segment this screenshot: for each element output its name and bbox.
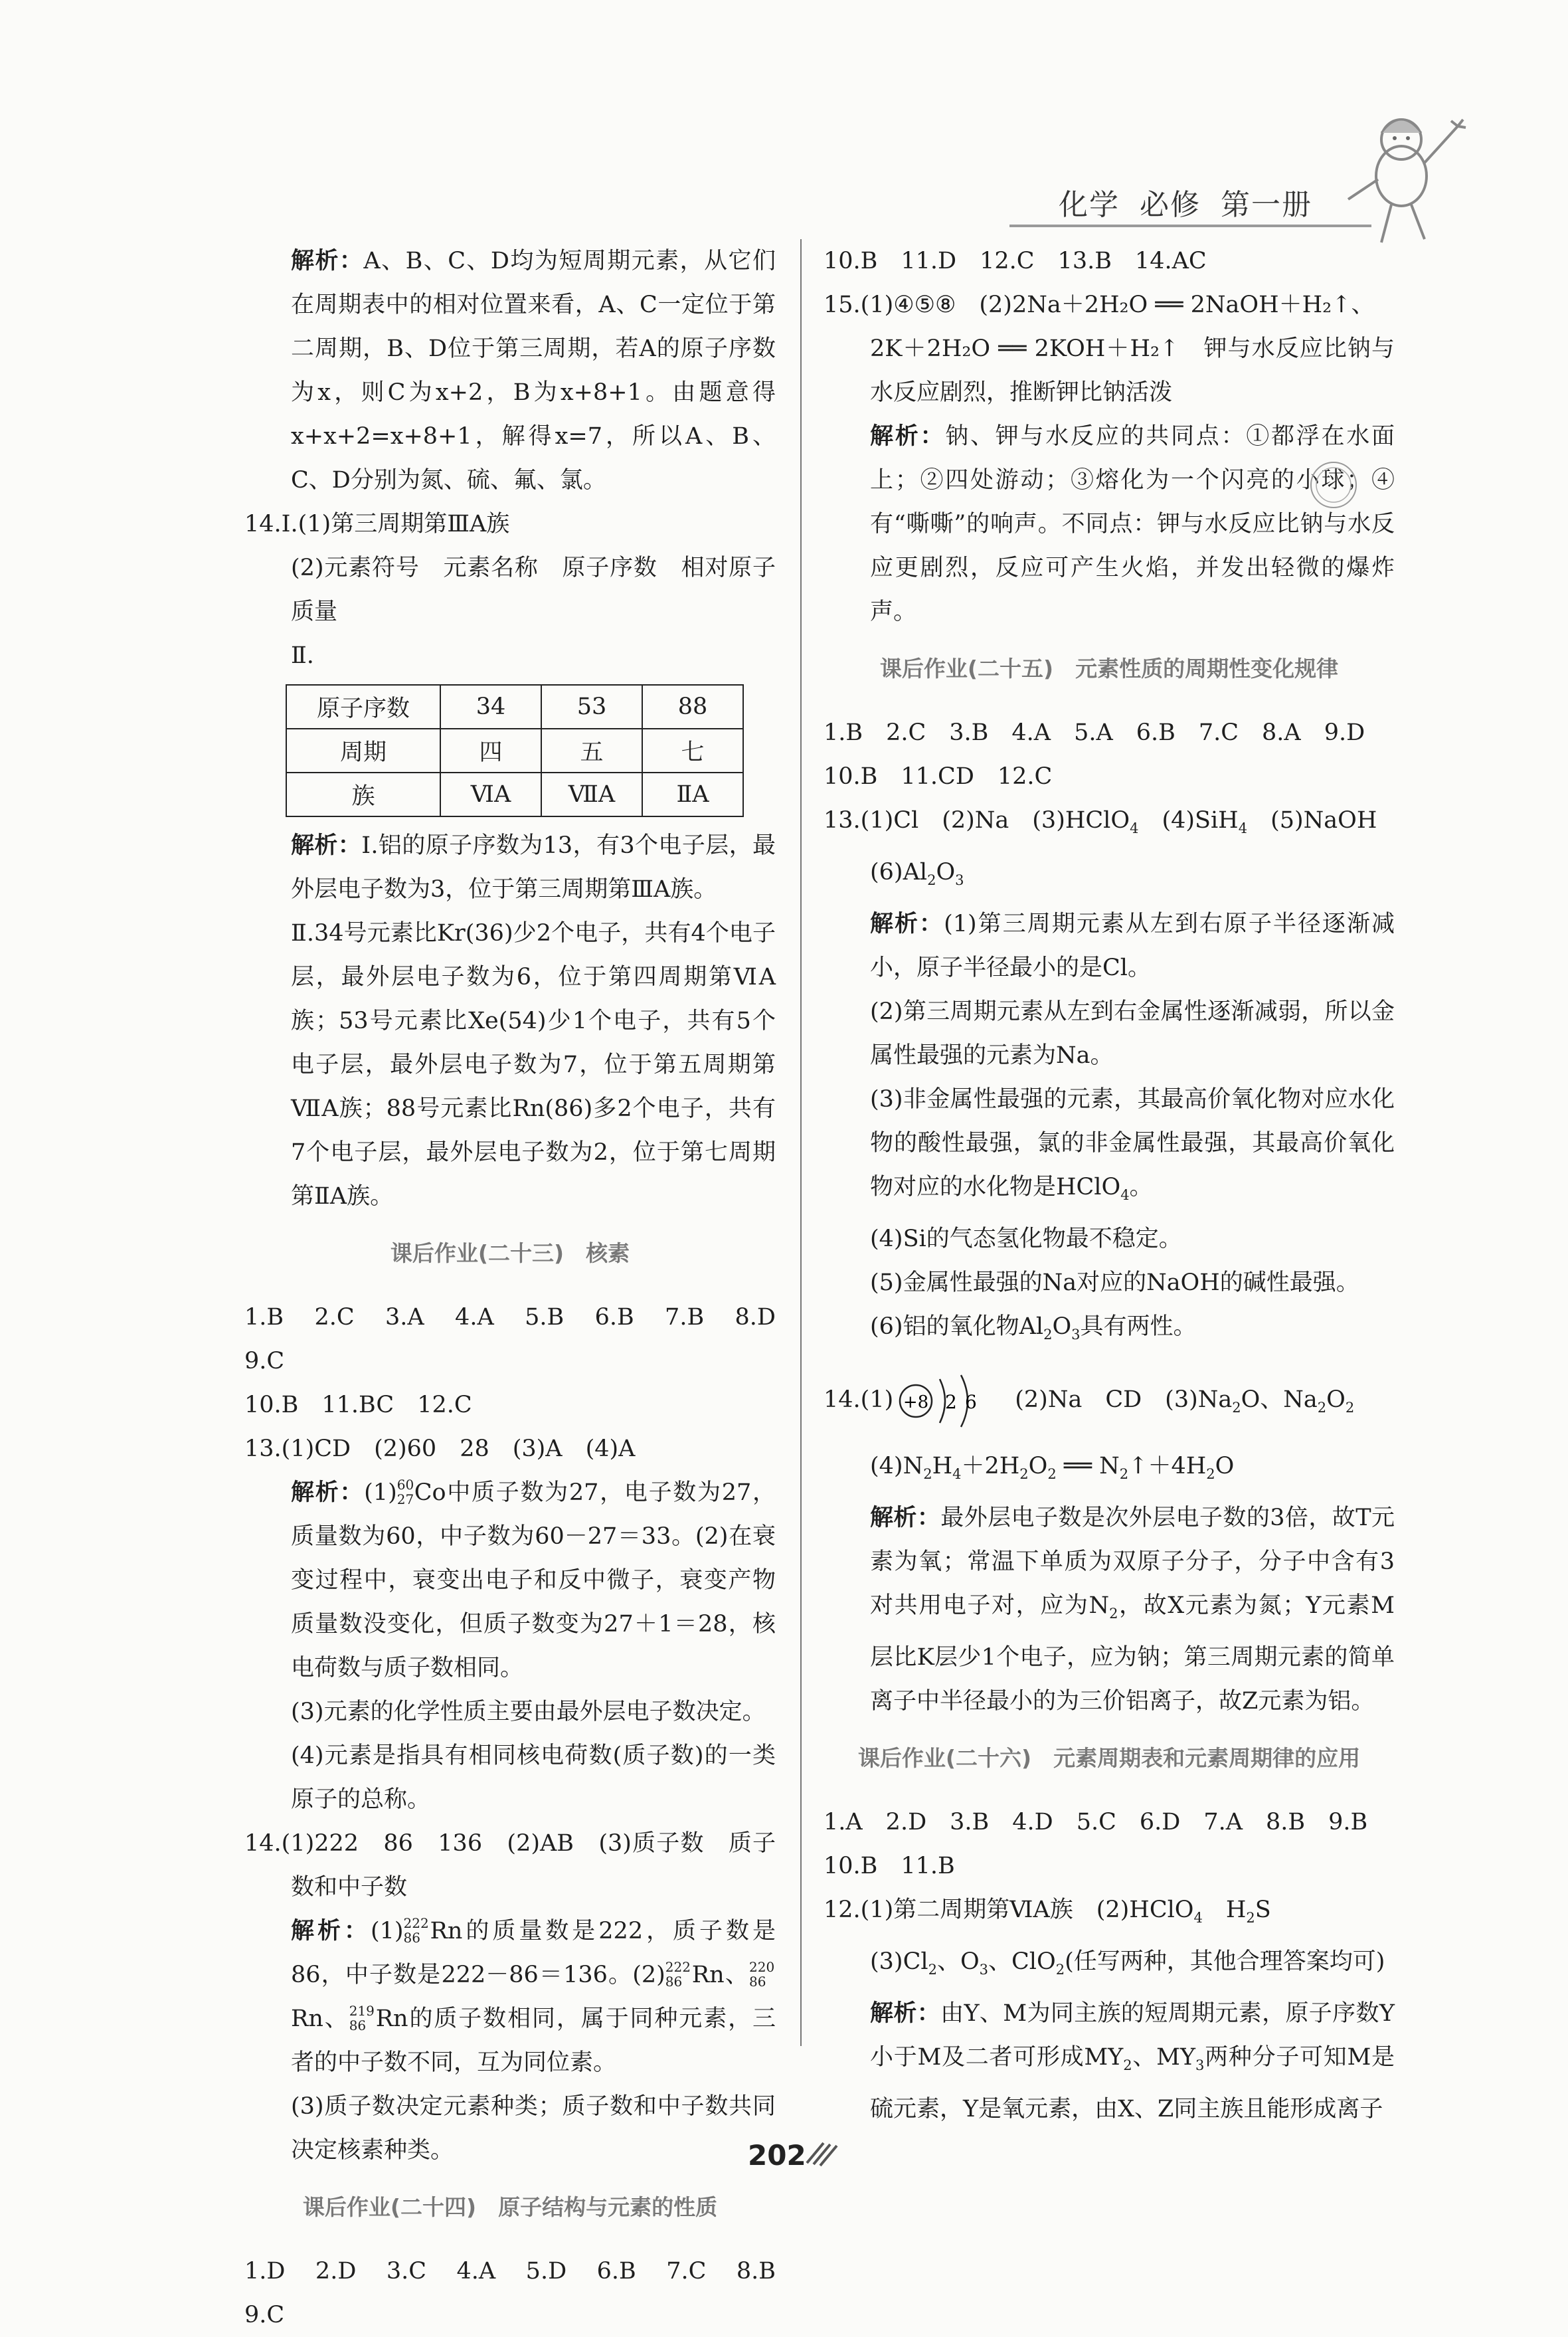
- isotope-rn222-b: 222 86: [665, 1958, 691, 1990]
- answers-25-line2: 10.B 11.CD 12.C: [824, 763, 1053, 790]
- q15-analysis: 解析：钠、钾与水反应的共同点：①都浮在水面上；②四处游动；③熔化为一个闪亮的小球；④有“嘶嘶”的响声。不同点：钾与水反应比钠与水反应更剧烈，反应可产生火焰，并发出轻微的爆炸声。: [870, 422, 1395, 625]
- q15-line1: 15.(1)④⑤⑧ (2)2Na＋2H₂O ══ 2NaOH＋H₂↑、: [824, 292, 1375, 318]
- q14-analysis2: Ⅱ.34号元素比Kr(36)少2个电子，共有4个电子层，最外层电子数为6，位于第四周期第ⅥA族；53号元素比Xe(54)少1个电子，共有5个电子层，最外层电子数为7，位于第五周期第ⅦA族；88号元素比Rn(86)多2个电子，共有7个电子层，最外层电子数为2，位于第七周期第ⅡA族。: [291, 920, 776, 1210]
- table-row: [286, 729, 743, 773]
- table-cell: 七: [642, 729, 743, 773]
- table-row: [286, 773, 743, 816]
- header-type: 必修: [1140, 188, 1201, 222]
- q14-line3: Ⅱ.: [291, 642, 314, 669]
- q14-25-line1: 14.(1) +8 2 6 (2)Na CD $(3)Na_2O$、$Na_2O_2$: [824, 1363, 1395, 1444]
- atom-shell1-electrons: 2: [945, 1390, 958, 1413]
- section-title-25: 课后作业(二十五) 元素性质的周期性变化规律: [879, 656, 1339, 682]
- table-cell: 34: [440, 685, 541, 729]
- table-cell: 周期: [286, 729, 440, 773]
- answers-25-line1: 1.B 2.C 3.B 4.A 5.A 6.B 7.C 8.A 9.D: [824, 719, 1365, 746]
- isotope-rn222: 222 86: [403, 1915, 429, 1946]
- section-title-24: 课后作业(二十四) 原子结构与元素的性质: [302, 2194, 718, 2220]
- header-subject: 化学: [1059, 188, 1120, 222]
- q13-answers: 13.(1)CD (2)60 28 (3)A (4)A: [244, 1436, 636, 1462]
- q14-analysis1: 解析：Ⅰ.铝的原子序数为13，有3个电子层，最外层电子数为3，位于第三周期第ⅢA族。: [291, 832, 776, 903]
- q13-analysis-23: 解析：(1) 60 27 Co中质子数为27，电子数为27，质量数为60，中子数为60－27＝33。(2)在衰变过程中，衰变出电子和反中微子，衰变产物质量数没变化，但质子数变为27＋1＝28，核电荷数与质子数相同。: [291, 1476, 776, 1681]
- table-cell: 88: [642, 685, 743, 729]
- table-cell: 四: [440, 729, 541, 773]
- answers-23-line2: 10.B 11.BC 12.C: [244, 1392, 472, 1418]
- table-cell: 五: [541, 729, 642, 773]
- element-table: [286, 684, 744, 817]
- answers-24-line1: 1.D 2.D 3.C 4.A 5.D 6.B 7.C 8.B 9.C: [244, 2258, 800, 2328]
- column-divider: [800, 239, 802, 2046]
- q13-analysis-23-d: (4)元素是指具有相同核电荷数(质子数)的一类原子的总称。: [291, 1742, 776, 1813]
- table-cell: ⅥA: [440, 773, 541, 816]
- isotope-rn219: 219 86: [349, 2002, 375, 2033]
- q13-25-answers-b: $(6)Al_2O_3$: [870, 859, 964, 888]
- q14-analysis-23-d: (3)质子数决定元素种类；质子数和中子数共同决定核素种类。: [291, 2093, 776, 2164]
- q12-26-line2: $(3)Cl_2$、$O_3$、ClO$_2$(任写两种，其他合理答案均可): [870, 1948, 1385, 1978]
- header-volume: 第一册: [1221, 188, 1312, 222]
- q12-26-analysis: 解析：由Y、M为同主族的短周期元素，原子序数Y小于M及二者可形成$MY_2$、$MY_3$两种分子可知M是硫元素，Y是氧元素，由X、Z同主族且能形成离子: [870, 2000, 1395, 2122]
- q14-line1: 14.Ⅰ.(1)第三周期第ⅢA族: [244, 511, 510, 537]
- answers-26-line1: 1.A 2.D 3.B 4.D 5.C 6.D 7.A 8.B 9.B: [824, 1809, 1368, 1835]
- analysis-label: 解析：: [291, 247, 364, 274]
- q14-line2: (2)元素符号 元素名称 原子序数 相对原子质量: [291, 555, 776, 625]
- q13-analysis: 解析：A、B、C、D均为短周期元素，从它们在周期表中的相对位置来看，A、C一定位于第二周期，B、D位于第三周期，若A的原子序数为x，则C为x+2，B为x+8+1。由题意得x+x+2=x+8+1，解得x=7，所以A、B、C、D分别为氮、硫、氟、氯。: [291, 247, 776, 494]
- atom-nucleus-label: +8: [903, 1392, 929, 1412]
- isotope-rn220: 220 86: [749, 1958, 775, 1990]
- cartoon-mascot-icon: [1335, 100, 1468, 252]
- q13-25-analysis6: (6)铝的氧化物$Al_2O_3$具有两性。: [870, 1313, 1197, 1343]
- table-cell: 53: [541, 685, 642, 729]
- q13-25-answers: 13.(1)Cl (2)Na (3)HClO$_4$ (4)SiH$_4$ (5)NaOH: [824, 807, 1377, 836]
- answers-23-line1: 1.B 2.C 3.A 4.A 5.B 6.B 7.B 8.D 9.C: [244, 1304, 800, 1374]
- watermark-stamp-icon: [1306, 457, 1361, 513]
- q13-25-analysis5: (5)金属性最强的Na对应的NaOH的碱性最强。: [870, 1269, 1359, 1296]
- atom-shell2-electrons: 6: [965, 1390, 978, 1413]
- q13-25-analysis3: (3)非金属性最强的元素，其最高价氧化物对应水化物的酸性最强，氯的非金属性最强，其最高价氧化物对应的水化物是HClO$_4$。: [870, 1086, 1395, 1203]
- answers-26-line2: 10.B 11.B: [824, 1853, 955, 1879]
- section-title-23: 课后作业(二十三) 核素: [390, 1240, 630, 1266]
- table-cell: ⅦA: [541, 773, 642, 816]
- table-cell: ⅡA: [642, 773, 743, 816]
- header-rule: [1009, 225, 1371, 227]
- section-title-26: 课后作业(二十六) 元素周期表和元素周期律的应用: [857, 1745, 1361, 1771]
- q12-26-line1: 12.(1)第二周期第ⅥA族 (2)HClO$_4$ $H_2S$: [824, 1897, 1271, 1926]
- isotope-co60: 60 27: [396, 1476, 414, 1507]
- q14-25-line2: $(4)N_2H_4+2H_2O_2$ ══ $N_2↑+4H_2O$: [870, 1453, 1235, 1482]
- oxygen-atom-structure-diagram: [896, 1371, 989, 1431]
- running-header: [1059, 181, 1332, 223]
- q14-answers-23: 14.(1)222 86 136 (2)AB (3)质子数 质子数和中子数: [244, 1830, 776, 1901]
- table-row: [286, 685, 743, 729]
- table-cell: 族: [286, 773, 440, 816]
- q14-analysis-23: 解析：(1) 222 86 Rn的质量数是222，质子数是86，中子数是222－86＝136。(2) 222 86 Rn、 220 86 Rn、 219 86 Rn的质子数相同，属于同种元素，三者的中子数不同，互为同位素。: [291, 1915, 776, 2076]
- answers-24-line2: 10.B 11.D 12.C 13.B 14.AC: [824, 248, 1207, 274]
- q13-25-analysis2: (2)第三周期元素从左到右金属性逐渐减弱，所以金属性最强的元素为Na。: [870, 998, 1395, 1069]
- q14-25-analysis: 解析：最外层电子数是次外层电子数的3倍，故T元素为氧；常温下单质为双原子分子，分子中含有3对共用电子对，应为$N_2$，故X元素为氮；Y元素M层比K层少1个电子，应为钠；第三周期元素的简单离子中半径最小的为三价铝离子，故Z元素为铝。: [870, 1504, 1395, 1715]
- table-cell: 原子序数: [286, 685, 440, 729]
- q13-25-analysis1: 解析：(1)第三周期元素从左到右原子半径逐渐减小，原子半径最小的是Cl。: [870, 910, 1395, 981]
- page-number: 202: [748, 2139, 806, 2172]
- q13-analysis-23-c: (3)元素的化学性质主要由最外层电子数决定。: [291, 1699, 766, 1725]
- right-column: [824, 239, 1395, 2131]
- q13-25-analysis4: (4)Si的气态氢化物最不稳定。: [870, 1226, 1182, 1252]
- page-number-decoration-icon: [804, 2136, 850, 2170]
- q15-line2: 2K＋2H₂O ══ 2KOH＋H₂↑ 钾与水反应比钠与水反应剧烈，推断钾比钠活泼: [870, 335, 1395, 406]
